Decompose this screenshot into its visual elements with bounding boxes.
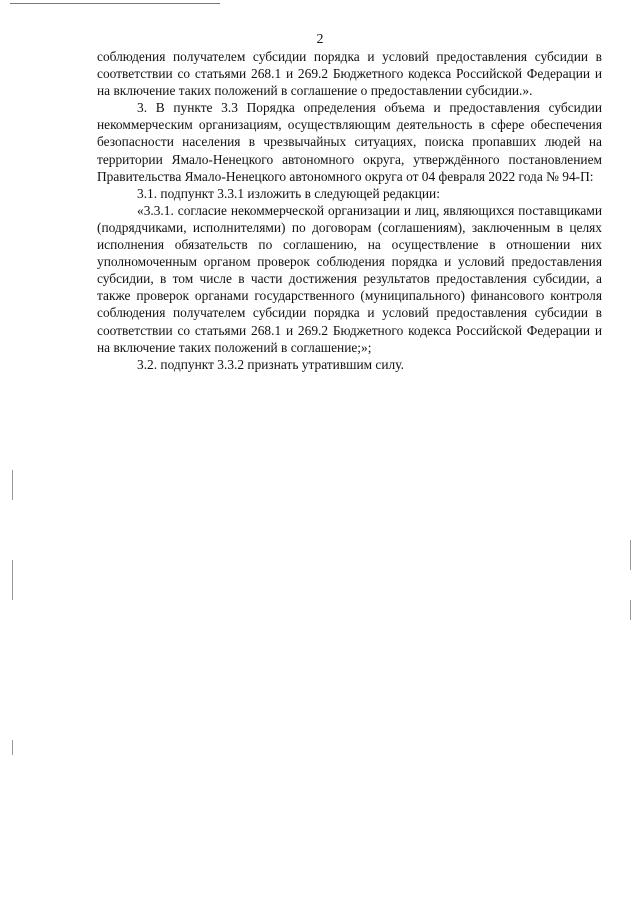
scan-margin-mark bbox=[630, 540, 631, 570]
paragraph: «3.3.1. согласие некоммерческой организации и лиц, являющихся поставщиками (подрядчиками, исполнителями) по договорам (соглашениям), заключенным в целях исполнения обязательств по соглашению, на осуществление в отношении них уполномоченным органом проверок соблюдения порядка и условий предоставления субсидии, в том числе в части достижения результатов предоставления субсидии, а также проверок органами государственного (муниципального) финансового контроля соблюдения получателем субсидии порядка и условий предоставления субсидии в соответствии со статьями 268.1 и 269.2 Бюджетного кодекса Российской Федерации и на включение таких положений в соглашение;»; bbox=[97, 202, 602, 355]
scan-margin-mark bbox=[12, 470, 13, 500]
scan-margin-mark bbox=[630, 600, 631, 620]
paragraph: 3.1. подпункт 3.3.1 изложить в следующей редакции: bbox=[137, 185, 440, 201]
scan-edge-line bbox=[10, 3, 220, 4]
scan-margin-mark bbox=[12, 740, 13, 755]
paragraph: соблюдения получателем субсидии порядка и условий предоставления субсидии в соответствии со статьями 268.1 и 269.2 Бюджетного кодекса Российской Федерации и на включение таких положений в соглашение о предоставлении субсидии.». bbox=[97, 49, 602, 99]
paragraph: 3. В пункте 3.3 Порядка определения объема и предоставления субсидии некоммерческим организациям, осуществляющим деятельность в сфере обеспечения безопасности населения в чрезвычайных ситуациях, поиска пропавших людей на территории Ямало-Ненецкого автономного округа, утверждённого постановлением Правительства Ямало-Ненецкого автономного округа от 04 февраля 2022 года № 94-П: bbox=[97, 100, 602, 184]
document-body bbox=[97, 48, 602, 373]
page-number: 2 bbox=[316, 32, 324, 47]
scan-margin-mark bbox=[12, 560, 13, 600]
paragraph: 3.2. подпункт 3.3.2 признать утратившим силу. bbox=[137, 356, 404, 372]
